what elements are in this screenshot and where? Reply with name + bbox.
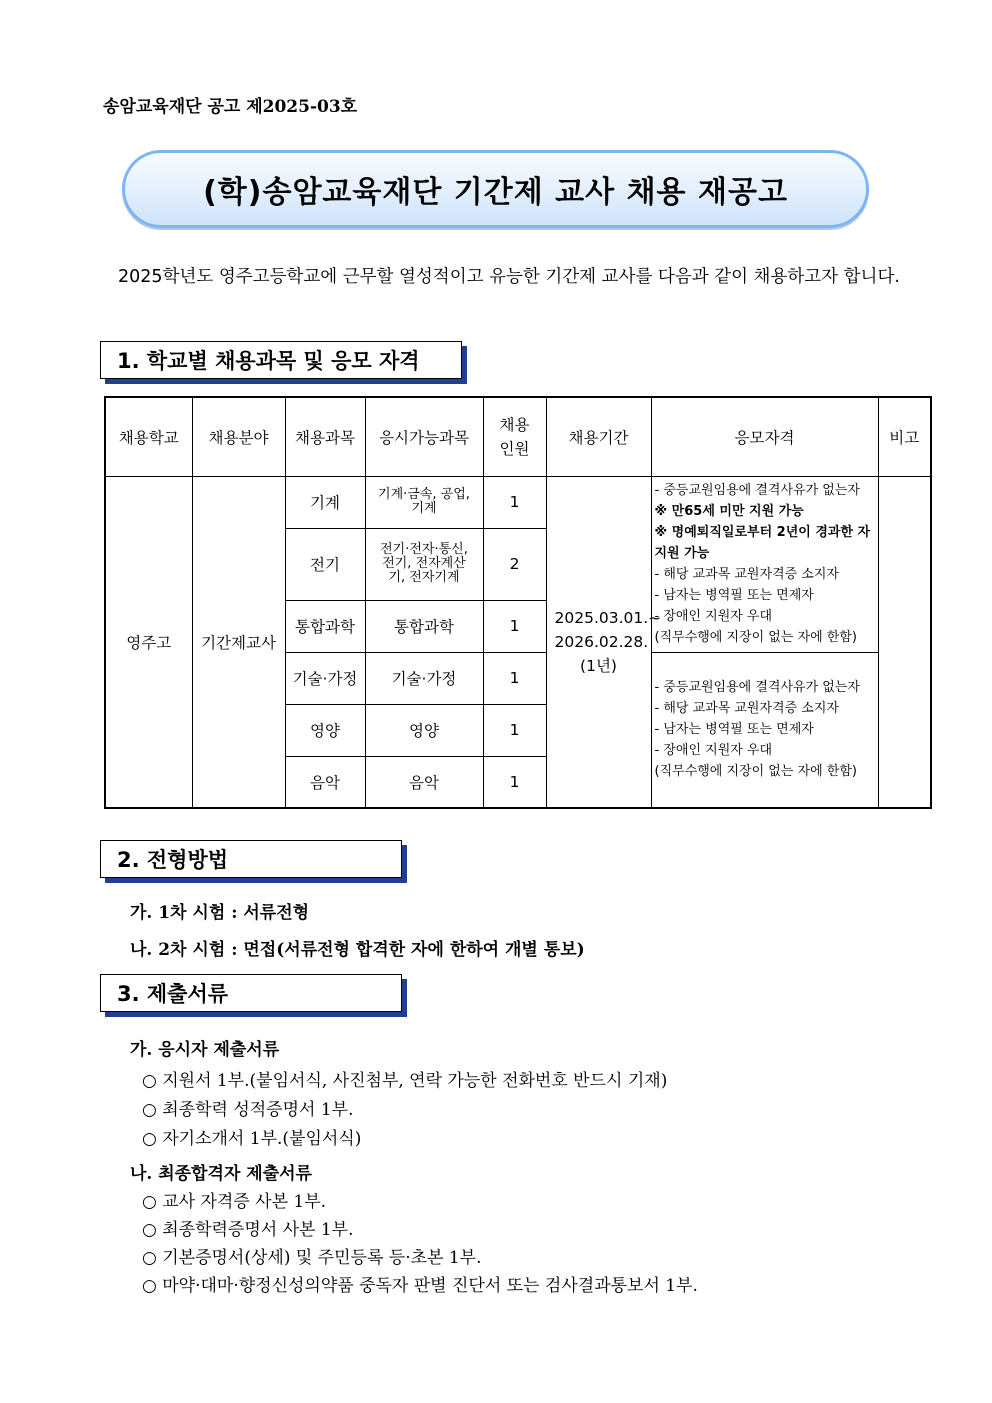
section-1-title: 1. 학교별 채용과목 및 응모 자격 <box>117 349 420 373</box>
recruitment-table <box>104 396 932 809</box>
list-item: ○ 교사 자격증 사본 1부. <box>142 1192 327 1212</box>
header-cell: 채용분야 <box>192 397 285 476</box>
section-3-heading <box>100 974 402 1012</box>
table-header-row <box>105 397 931 476</box>
qual-line: (직무수행에 지장이 없는 자에 한함) <box>654 764 857 780</box>
header-cell: 채용인원 <box>483 397 546 476</box>
notice-number: 송암교육재단 공고 제2025-03호 <box>103 97 358 117</box>
subject-cell: 영양 <box>285 704 365 756</box>
eligible-cell: 영양 <box>365 704 483 756</box>
qual-line: (직무수행에 지장이 없는 자에 한함) <box>654 630 857 645</box>
qual-line: ※ 만65세 미만 지원 가능 <box>654 504 804 519</box>
subject-cell: 전기 <box>285 528 365 600</box>
eligible-cell: 통합과학 <box>365 600 483 652</box>
section-1-heading <box>100 341 462 379</box>
note-cell <box>878 476 931 808</box>
qual-line: - 해당 교과목 교원자격증 소지자 <box>654 567 839 582</box>
qual-line: - 해당 교과목 교원자격증 소지자 <box>654 701 839 717</box>
qualification-cell-b <box>651 652 878 808</box>
section-2-heading <box>100 840 402 878</box>
list-item: ○ 지원서 1부.(붙임서식, 사진첨부, 연락 가능한 전화번호 반드시 기재) <box>142 1071 668 1091</box>
qualification-cell-a <box>651 476 878 652</box>
list-item: ○ 최종학력증명서 사본 1부. <box>142 1220 354 1240</box>
section-2-title: 2. 전형방법 <box>117 848 229 872</box>
header-cell: 비고 <box>878 397 931 476</box>
header-cell: 채용기간 <box>546 397 651 476</box>
list-item: ○ 자기소개서 1부.(붙임서식) <box>142 1129 362 1149</box>
subject-cell: 기술·가정 <box>285 652 365 704</box>
school-cell: 영주고 <box>105 476 192 808</box>
header-cell: 채용학교 <box>105 397 192 476</box>
qual-line: - 중등교원임용에 결격사유가 없는자 <box>654 483 860 498</box>
header-cell: 응시가능과목 <box>365 397 483 476</box>
intro-paragraph: 2025학년도 영주고등학교에 근무할 열성적이고 유능한 기간제 교사를 다음과 같이 채용하고자 합니다. <box>118 267 900 287</box>
field-cell: 기간제교사 <box>192 476 285 808</box>
count-cell: 1 <box>483 704 546 756</box>
eligible-cell: 기계·금속, 공업, 기계 <box>365 476 483 528</box>
page-title: (학)송암교육재단 기간제 교사 채용 재공고 <box>203 175 788 210</box>
eligible-cell: 음악 <box>365 756 483 808</box>
count-cell: 1 <box>483 756 546 808</box>
table-row <box>105 476 931 528</box>
applicant-docs-title: 가. 응시자 제출서류 <box>130 1040 280 1060</box>
period-cell: 2025.03.01.~ 2026.02.28. (1년) <box>546 476 651 808</box>
list-item: ○ 마약·대마·향정신성의약품 중독자 판별 진단서 또는 검사결과통보서 1부. <box>142 1276 698 1296</box>
subject-cell: 기계 <box>285 476 365 528</box>
list-item: ○ 최종학력 성적증명서 1부. <box>142 1100 354 1120</box>
qual-line: - 장애인 지원자 우대 <box>654 609 773 624</box>
screening-step-2: 나. 2차 시험 : 면접(서류전형 합격한 자에 한하여 개별 통보) <box>130 940 585 960</box>
count-cell: 1 <box>483 476 546 528</box>
qual-line: - 남자는 병역필 또는 면제자 <box>654 588 814 603</box>
title-banner <box>122 150 869 228</box>
count-cell: 2 <box>483 528 546 600</box>
list-item: ○ 기본증명서(상세) 및 주민등록 등·초본 1부. <box>142 1248 482 1268</box>
qual-line: - 중등교원임용에 결격사유가 없는자 <box>654 680 860 696</box>
section-3-title: 3. 제출서류 <box>117 982 229 1006</box>
qual-line: ※ 명예퇴직일로부터 2년이 경과한 자 지원 가능 <box>654 525 871 561</box>
count-cell: 1 <box>483 652 546 704</box>
subject-cell: 통합과학 <box>285 600 365 652</box>
eligible-cell: 전기·전자·통신, 전기, 전자계산기, 전자기계 <box>365 528 483 600</box>
eligible-cell: 기술·가정 <box>365 652 483 704</box>
header-cell: 응모자격 <box>651 397 878 476</box>
final-docs-title: 나. 최종합격자 제출서류 <box>130 1164 312 1184</box>
qual-line: - 장애인 지원자 우대 <box>654 743 773 759</box>
header-cell: 채용과목 <box>285 397 365 476</box>
subject-cell: 음악 <box>285 756 365 808</box>
qual-line: - 남자는 병역필 또는 면제자 <box>654 722 814 738</box>
count-cell: 1 <box>483 600 546 652</box>
screening-step-1: 가. 1차 시험 : 서류전형 <box>130 903 310 923</box>
